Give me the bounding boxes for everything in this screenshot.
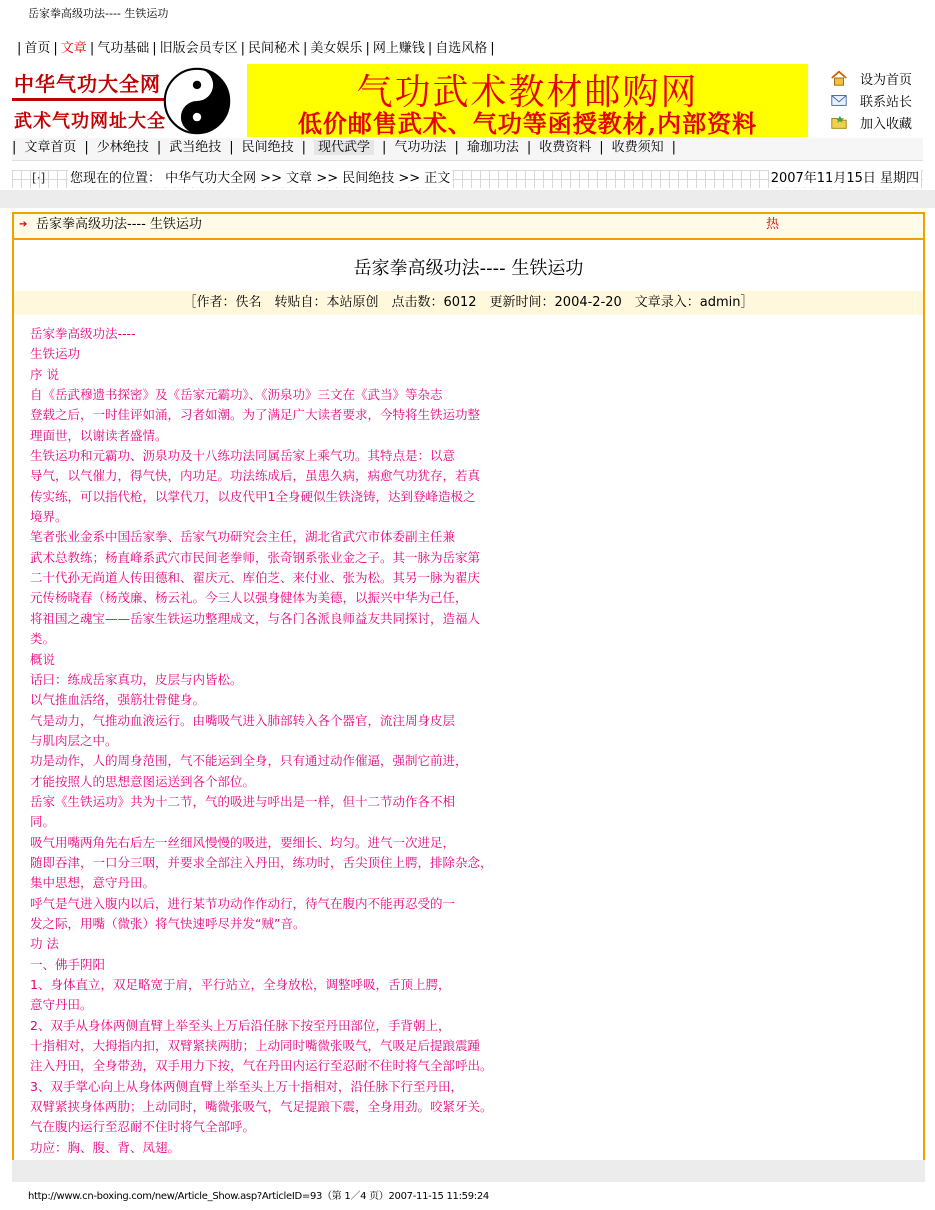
add-favorite-link[interactable] [830, 111, 912, 133]
article-line: 意守丹田。 [30, 997, 93, 1013]
article-line: 导气，以气催力，得气快，内功足。功法练成后，虽患久病，病愈气功犹存，若真 [30, 468, 481, 484]
breadcrumb: 您现在的位置： 中华气功大全网 >> 文章 >> 民间绝技 >> 正文 [70, 171, 451, 186]
article-line: 才能按照人的思想意图运送到各个部位。 [30, 773, 256, 789]
top-nav: | 首页 | 文章 | 气功基础 | 旧版会员专区 | 民间秘术 | 美女娱乐 | 网上赚钱 | 自选风格 | [17, 41, 495, 56]
side-link-label: 加入收藏 [860, 116, 913, 132]
top-nav-item[interactable]: 旧版会员专区 [159, 41, 238, 56]
logo-line2: 武术气功网址大全 [14, 111, 166, 132]
print-footer: http://www.cn-boxing.com/new/Article_Show.asp?ArticleID=93（第 1／4 页）2007-11-15 11:59:24 [28, 1191, 489, 1202]
print-page-title: 岳家拳高级功法---- 生铁运功 [28, 7, 169, 20]
side-links [830, 67, 912, 133]
article-body [30, 324, 910, 1158]
article-line: 3、双手掌心向上从身体两侧直臂上举至头上万十指相对，沿任脉下行至丹田， [30, 1078, 463, 1094]
article-line: 将祖国之魂宝——岳家生铁运功整理成文，与各门各派良师益友共同探讨，造福人 [30, 610, 481, 626]
article-line: 一、佛手阴阳 [30, 956, 106, 972]
ad-banner[interactable] [247, 64, 808, 137]
top-nav-item[interactable]: 文章 [60, 41, 87, 56]
category-nav: | 文章首页 | 少林绝技 | 武当绝技 | 民间绝技 | 现代武学 | 气功功法 | 瑜珈功法 | 收费资料 | 收费须知 | [12, 138, 923, 161]
banner-subline: 低价邮售武术、气功等函授教材,内部资料 [297, 109, 758, 138]
bookmark-icon [830, 113, 848, 131]
article-header-title: 岳家拳高级功法---- 生铁运功 [36, 217, 202, 232]
article-line: 功是动作，人的周身范围，气不能运到全身，只有通过动作催逼，强制它前进， [30, 753, 468, 769]
contact-admin-link[interactable] [830, 89, 912, 111]
top-nav-item[interactable]: 首页 [24, 41, 51, 56]
article-line: 元传杨晓春（杨茂廉、杨云礼。今三人以强身健体为美德，以振兴中华为己任， [30, 590, 468, 606]
category-nav-item[interactable]: 文章首页 [24, 140, 77, 155]
breadcrumb-bar [12, 170, 923, 188]
article-line: 十指相对，大拇指内扣，双臂紧挟两肋；上动同时嘴微张吸气，气吸足后提踉震踵 [30, 1038, 481, 1054]
article-line: 登载之后，一时佳评如涌，习者如潮。为了满足广大读者要求，今特将生铁运功整 [30, 407, 481, 423]
article-line: 同。 [30, 814, 56, 830]
yin-yang-icon [162, 66, 232, 136]
article-line: 理面世，以谢读者盛情。 [30, 427, 168, 443]
article-line: 功 法 [30, 936, 59, 952]
article-line: 随即吞津，一口分三咽，并要求全部注入丹田，练功时，舌尖顶住上腭，排除杂念， [30, 854, 493, 870]
article-line: 集中思想，意守丹田。 [30, 875, 156, 891]
side-link-label: 联系站长 [860, 94, 913, 110]
article-line: 序 说 [30, 366, 59, 382]
logo-line1: 中华气功大全网 [14, 72, 161, 96]
article-line: 岳家拳高级功法---- [30, 326, 136, 341]
article-line: 吸气用嘴两角先右后左一丝细风慢慢的吸进，要细长、均匀。进气一次进足， [30, 834, 456, 850]
article-line: 与肌肉层之中。 [30, 732, 118, 748]
article-header [14, 214, 923, 240]
article-line: 境界。 [30, 509, 68, 525]
site-logo[interactable] [12, 66, 228, 136]
article-line: 生铁运功和元霸功、沥泉功及十八练功法同属岳家上乘气功。其特点是：以意 [30, 448, 456, 464]
category-nav-item[interactable]: 收费资料 [539, 140, 592, 155]
top-nav-item[interactable]: 美女娱乐 [310, 41, 363, 56]
category-nav-item[interactable]: 气功功法 [394, 140, 447, 155]
article-line: 二十代孙无尚道人传田德和、翟庆元、库伯芝、来付业、张为松。其另一脉为翟庆 [30, 570, 481, 586]
article-line: 以气推血活络，强筋壮骨健身。 [30, 692, 206, 708]
mail-icon [830, 91, 848, 109]
article-title: 岳家拳高级功法---- 生铁运功 [353, 258, 584, 279]
category-nav-item[interactable]: 民间绝技 [241, 140, 294, 155]
article-line: 呼气是气进入腹内以后，进行某节功动作作动行，待气在腹内不能再忍受的一 [30, 895, 456, 911]
top-nav-item[interactable]: 气功基础 [97, 41, 150, 56]
article-line: 功应：胸、腹、背、凤翅。 [30, 1139, 181, 1155]
category-nav-item[interactable]: 武当绝技 [169, 140, 222, 155]
article-line: 传实练，可以指代枪，以掌代刀，以皮代甲1全身硬似生铁浇铸，达到登峰造极之 [30, 488, 476, 504]
article-line: 生铁运功 [30, 346, 81, 362]
article-line: 2、双手从身体两侧直臂上举至头上万后沿任脉下按至丹田部位，手背朝上， [30, 1017, 451, 1033]
logo-divider [12, 98, 172, 101]
arrow-right-icon: ➔ [19, 219, 28, 230]
top-nav-item[interactable]: 民间秘术 [248, 41, 301, 56]
expand-box-icon[interactable]: [·] [32, 171, 46, 185]
category-nav-item[interactable]: 现代武学 [314, 140, 374, 155]
category-nav-item[interactable]: 少林绝技 [96, 140, 149, 155]
article-line: 注入丹田，全身带劲，双手用力下按，气在丹田内运行至忍耐不住时将气全部呼出。 [30, 1058, 493, 1074]
article-line: 岳家《生铁运功》共为十二节，气的吸进与呼出是一样，但十二节动作各不相 [30, 793, 456, 809]
banner-headline: 气功武术教材邮购网 [356, 72, 699, 113]
current-date: 2007年11月15日 星期四 [770, 171, 919, 186]
article-line: 自《岳武穆遗书探密》及《岳家元霸功》、《沥泉功》三文在《武当》等杂志 [30, 387, 443, 403]
article-panel [12, 212, 925, 1164]
article-line: 双臂紧挟身体两肋；上动同时，嘴微张吸气，气足提踉下震，全身用劲。咬紧牙关。 [30, 1099, 493, 1115]
spacer-bar [0, 190, 935, 208]
article-line: 武术总教练；杨直峰系武穴市民间老拳师，张奇钢系张业金之子。其一脉为岳家第 [30, 549, 481, 565]
article-line: 发之际，用嘴（微张）将气快速呼尽并发“贼”音。 [30, 915, 306, 931]
article-line: 类。 [30, 631, 56, 647]
home-icon [830, 69, 848, 87]
side-link-label: 设为首页 [860, 72, 913, 88]
category-nav-item[interactable]: 收费须知 [611, 140, 664, 155]
article-line: 气是动力，气推动血液运行。由嘴吸气进入肺部转入各个器官，流注周身皮层 [30, 712, 456, 728]
hot-badge: 热 [766, 217, 780, 232]
article-line: 笔者张业金系中国岳家拳、岳家气功研究会主任，湖北省武穴市体委副主任兼 [30, 529, 456, 545]
bottom-bar [12, 1160, 925, 1182]
article-line: 概说 [30, 651, 56, 667]
set-homepage-link[interactable] [830, 67, 912, 89]
top-nav-item[interactable]: 网上赚钱 [372, 41, 425, 56]
article-line: 1、身体直立，双足略宽于肩，平行站立，全身放松，调整呼吸，舌顶上腭， [30, 977, 451, 992]
article-line: 气在腹内运行至忍耐不住时将气全部呼。 [30, 1119, 256, 1135]
article-meta: ［作者：佚名 转贴自：本站原创 点击数：6012 更新时间：2004-2-20 文章录入：admin］ [14, 291, 923, 315]
top-nav-item[interactable]: 自选风格 [435, 41, 488, 56]
article-line: 话曰：练成岳家真功，皮层与内皆松。 [30, 671, 243, 687]
category-nav-item[interactable]: 瑜珈功法 [466, 140, 519, 155]
